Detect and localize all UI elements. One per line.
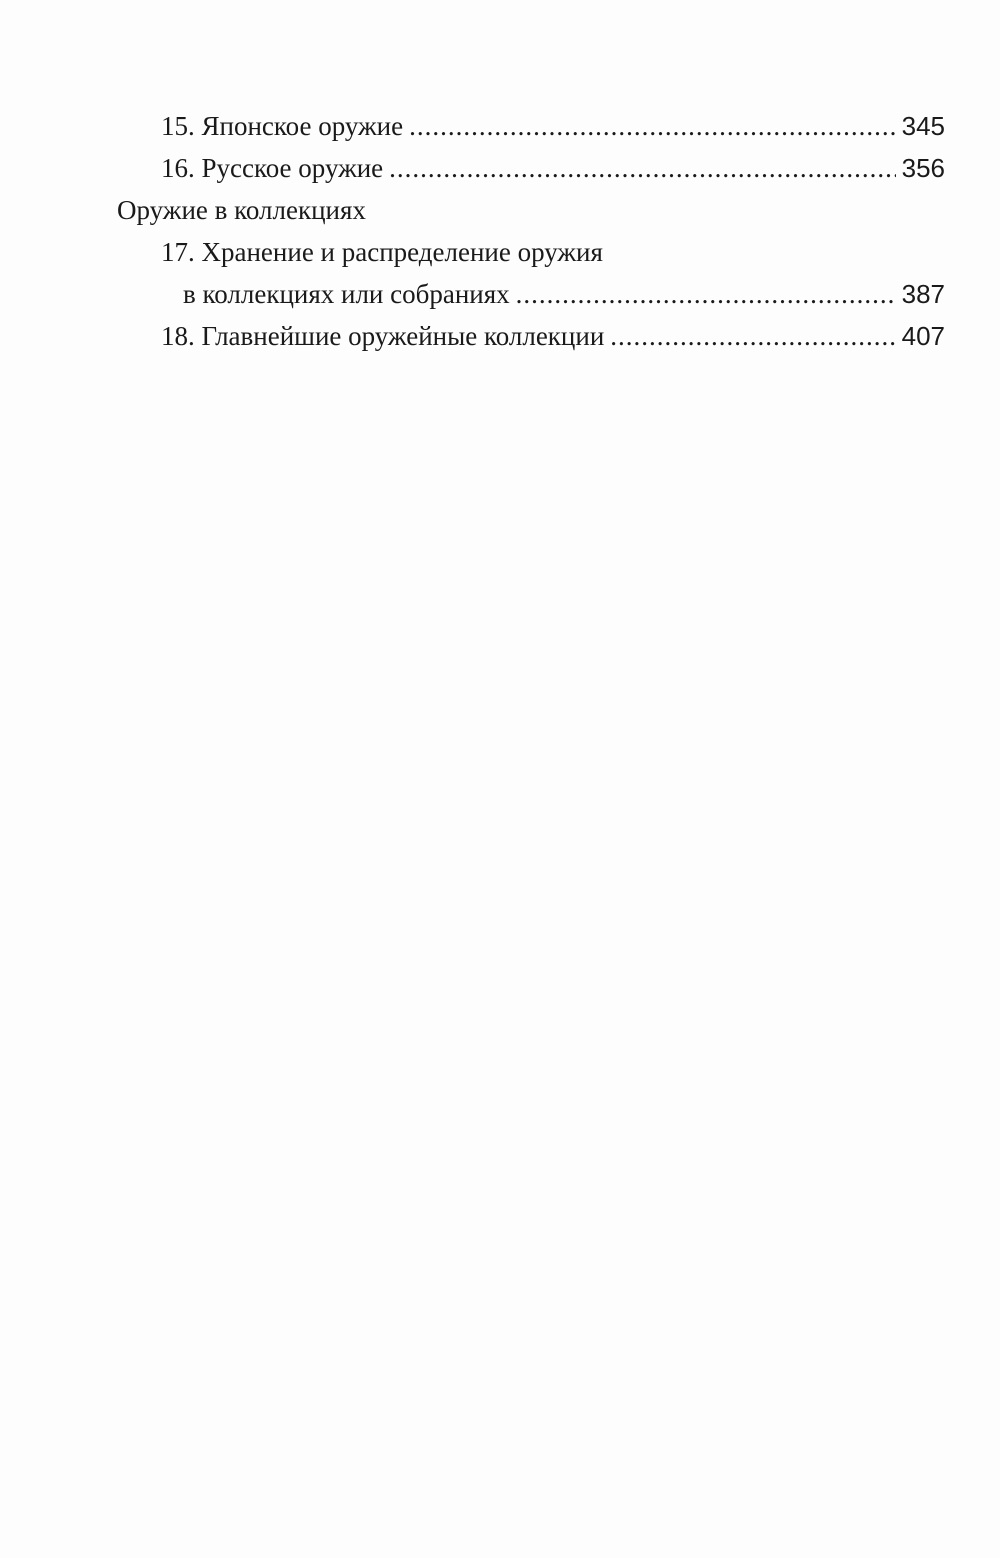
toc-page-number: 387 (901, 279, 945, 309)
toc-entry-title: 15. Японское оружие (161, 111, 404, 141)
toc-section-title: Оружие в коллекциях (117, 195, 366, 225)
toc-entry-title: 17. Хранение и распределение оружия (161, 237, 603, 267)
toc-entry-title: 18. Главнейшие оружейные коллекции (161, 321, 605, 351)
toc-entry-16[interactable] (117, 147, 945, 189)
toc-dot-leader (610, 315, 895, 357)
toc-entry-18[interactable] (117, 315, 945, 357)
toc-entry-title-continuation: в коллекциях или собраниях (183, 279, 510, 309)
toc-dot-leader (516, 273, 896, 315)
table-of-contents (117, 105, 945, 357)
toc-section-heading (117, 189, 945, 231)
toc-entry-title: 16. Русское оружие (161, 153, 384, 183)
toc-page-number: 356 (901, 153, 945, 183)
toc-page-number: 407 (901, 321, 945, 351)
toc-entry-17[interactable] (117, 231, 945, 273)
toc-entry-15[interactable] (117, 105, 945, 147)
toc-entry-17-continuation[interactable] (117, 273, 945, 315)
toc-dot-leader (389, 147, 895, 189)
toc-dot-leader (409, 105, 896, 147)
toc-page-number: 345 (901, 111, 945, 141)
